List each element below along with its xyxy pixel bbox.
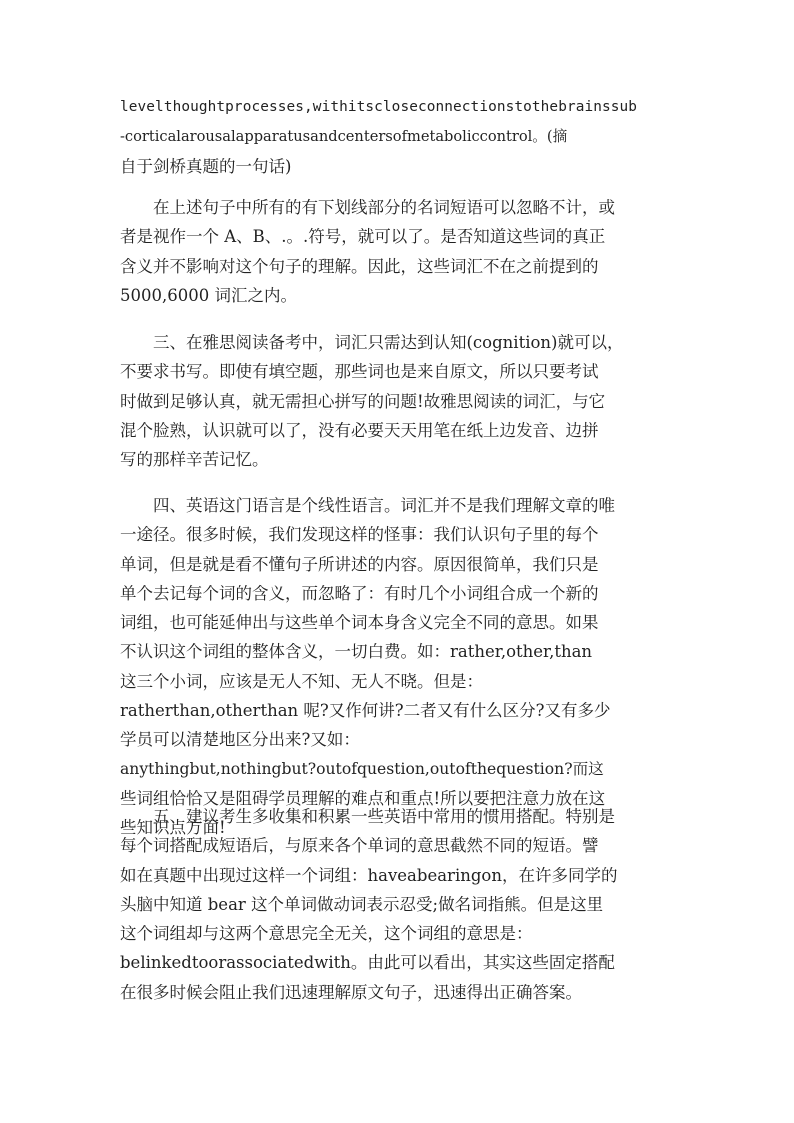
text-line: 在上述句子中所有的有下划线部分的名词短语可以忽略不计，或 <box>153 198 615 217</box>
text-line: 混个脸熟，认识就可以了，没有必要天天用笔在纸上边发音、边拼 <box>120 420 599 440</box>
text-line: 些知识点方面! <box>120 818 226 838</box>
text-line: 四、英语这门语言是个线性语言。词汇并不是我们理解文章的唯 <box>153 496 615 515</box>
text-line: 5000,6000 词汇之内。 <box>120 285 297 305</box>
text-line: 在很多时候会阻止我们迅速理解原文句子，迅速得出正确答案。 <box>120 982 582 1002</box>
text-line: belinkedtoorassociatedwith。由此可以看出，其实这些固定搭配 <box>120 953 615 973</box>
paragraph-underline-noun-phrases <box>120 193 680 310</box>
text-line: 不要求书写。即使有填空题，那些词也是来自原文，所以只要考试 <box>120 362 599 382</box>
text-line: 单词，但是就是看不懂句子所讲述的内容。原因很简单，我们只是 <box>120 554 599 574</box>
text-line: 每个词搭配成短语后，与原来各个单词的意思截然不同的短语。譬 <box>120 836 599 856</box>
text-line: 含义并不影响对这个句子的理解。因此，这些词汇不在之前提到的 <box>120 256 599 276</box>
text-line: ratherthan,otherthan 呢?又作何讲?二者又有什么区分?又有多少 <box>120 701 611 721</box>
text-line: 时做到足够认真，就无需担心拼写的问题!故雅思阅读的词汇，与它 <box>120 391 606 411</box>
text-line: 单个去记每个词的含义，而忽略了：有时几个小词组合成一个新的 <box>120 583 599 603</box>
text-line: 些词组恰恰又是阻碍学员理解的难点和重点!所以要把注意力放在这 <box>120 788 606 808</box>
text-line: 自于剑桥真题的一句话) <box>120 156 292 176</box>
paragraph-point-three <box>120 328 680 474</box>
text-line: 这三个小词，应该是无人不知、无人不晓。但是： <box>120 671 483 691</box>
paragraph-point-four <box>120 491 680 843</box>
text-line: 如在真题中出现过这样一个词组：haveabearingon，在许多同学的 <box>120 865 618 885</box>
text-line: 学员可以清楚地区分出来?又如： <box>120 730 360 750</box>
text-line: 这个词组却与这两个意思完全无关，这个词组的意思是： <box>120 924 533 944</box>
text-line: 不认识这个词组的整体含义，一切白费。如：rather,other,than <box>120 642 593 662</box>
text-line: -corticalarousalapparatusandcentersofmetaboliccontrol。(摘 <box>120 128 568 146</box>
text-line: 词组，也可能延伸出与这些单个词本身含义完全不同的意思。如果 <box>120 613 599 633</box>
paragraph-quote-continuation <box>120 93 680 181</box>
text-line: anythingbut,nothingbut?outofquestion,outofthequestion?而这 <box>120 759 604 778</box>
text-line: 一途径。很多时候，我们发现这样的怪事：我们认识句子里的每个 <box>120 525 599 545</box>
text-line: 三、在雅思阅读备考中，词汇只需达到认知(cognition)就可以， <box>153 333 624 352</box>
text-line: levelthoughtprocesses,withitscloseconnectionstothebrainssub <box>120 99 638 115</box>
text-line: 五、建议考生多收集和积累一些英语中常用的惯用搭配。特别是 <box>153 807 615 826</box>
paragraph-point-five <box>120 802 680 1007</box>
text-line: 写的那样辛苦记忆。 <box>120 450 269 470</box>
text-line: 头脑中知道 bear 这个单词做动词表示忍受;做名词指熊。但是这里 <box>120 894 604 914</box>
text-line: 者是视作一个 A、B、.。.符号，就可以了。是否知道这些词的真正 <box>120 227 606 247</box>
